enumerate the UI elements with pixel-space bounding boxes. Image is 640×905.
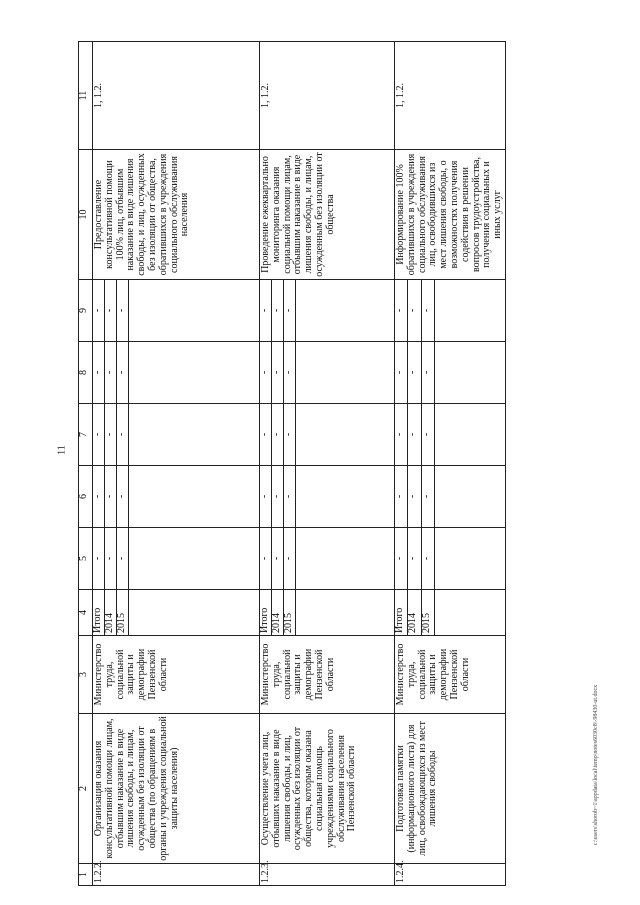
value-cell: -: [117, 342, 129, 404]
value-cell: -: [117, 528, 129, 590]
spacer-cell: [435, 404, 506, 466]
value-cell: -: [105, 280, 117, 342]
spacer-cell: [129, 280, 260, 342]
year-cell: 2015: [284, 590, 296, 636]
row-number: 1.2.3.: [260, 864, 395, 886]
value-cell: -: [93, 466, 105, 528]
year-cell: 2014: [105, 590, 117, 636]
spacer-cell: [129, 590, 260, 636]
spacer-cell: [129, 466, 260, 528]
value-cell: -: [105, 528, 117, 590]
value-cell: -: [272, 280, 284, 342]
value-cell: -: [117, 280, 129, 342]
year-cell: Итого: [260, 590, 272, 636]
value-cell: -: [284, 404, 296, 466]
value-cell: -: [421, 280, 434, 342]
year-cell: 2015: [117, 590, 129, 636]
table-row: [395, 42, 408, 886]
value-cell: -: [408, 466, 421, 528]
header-cell: 5: [79, 528, 93, 590]
value-cell: -: [272, 466, 284, 528]
header-cell: 1: [79, 864, 93, 886]
header-cell: 10: [79, 150, 93, 280]
value-cell: -: [408, 280, 421, 342]
link-cell: 1, 1.2.: [93, 42, 260, 150]
value-cell: -: [117, 466, 129, 528]
header-cell: 8: [79, 342, 93, 404]
value-cell: -: [395, 466, 408, 528]
header-cell: 4: [79, 590, 93, 636]
header-cell: 2: [79, 714, 93, 864]
value-cell: -: [421, 342, 434, 404]
value-cell: -: [260, 466, 272, 528]
value-cell: -: [408, 342, 421, 404]
value-cell: -: [260, 280, 272, 342]
header-cell: 6: [79, 466, 93, 528]
value-cell: -: [284, 342, 296, 404]
executor-cell: Министерство труда, социальной защиты и демографии Пензенской области: [395, 636, 506, 714]
measures-table: [78, 41, 506, 886]
value-cell: -: [105, 404, 117, 466]
spacer-cell: [435, 342, 506, 404]
value-cell: -: [284, 280, 296, 342]
spacer-cell: [129, 404, 260, 466]
spacer-cell: [296, 528, 395, 590]
value-cell: -: [260, 528, 272, 590]
result-cell: Информирование 100% обратившихся в учреждения социального обслуживания лиц, освободившихся из мест лишения свободы, о возможностях получения содействия в решении вопросов трудоустройства, получения социальных и иных услуг: [395, 150, 506, 280]
spacer-cell: [296, 404, 395, 466]
page-number: 11: [56, 445, 68, 455]
value-cell: -: [93, 528, 105, 590]
activity-cell: Осуществление учета лиц, отбывших наказание в виде лишения свободы, и лиц, осужденных без изоляции от общества, которым оказана социальная помощь учреждениями социального обслуживания населения Пензенской области: [260, 714, 395, 864]
value-cell: -: [395, 528, 408, 590]
value-cell: -: [421, 404, 434, 466]
value-cell: -: [260, 342, 272, 404]
value-cell: -: [421, 528, 434, 590]
value-cell: -: [395, 280, 408, 342]
spacer-cell: [435, 590, 506, 636]
header-cell: 9: [79, 280, 93, 342]
header-cell: 3: [79, 636, 93, 714]
spacer-cell: [435, 280, 506, 342]
value-cell: -: [93, 280, 105, 342]
footer-file-path: c:\users\shorob~1\appdata\local\temp\notes6030c8\-98430-ut.docx: [593, 684, 599, 846]
value-cell: -: [105, 342, 117, 404]
spacer-cell: [296, 280, 395, 342]
activity-cell: Организация оказания консультативной помощи лицам, отбывшим наказание в виде лишения свободы, и лицам, осужденным без изоляции от общества (по обращениям в органы и учреждения социальной защиты населения): [93, 714, 260, 864]
value-cell: -: [284, 528, 296, 590]
value-cell: -: [272, 404, 284, 466]
executor-cell: Министерство труда, социальной защиты и демографии Пензенской области: [260, 636, 395, 714]
value-cell: -: [260, 404, 272, 466]
value-cell: -: [93, 342, 105, 404]
link-cell: 1, 1.2.: [395, 42, 506, 150]
year-cell: 2014: [408, 590, 421, 636]
value-cell: -: [395, 404, 408, 466]
link-cell: 1, 1.2.: [260, 42, 395, 150]
measures-table-container: [78, 42, 504, 886]
spacer-cell: [296, 342, 395, 404]
value-cell: -: [93, 404, 105, 466]
result-cell: Проведение ежеквартально мониторинга оказания социальной помощи лицам, отбывшим наказание в виде лишения свободы, и лицам, осужденным без изоляции от общества: [260, 150, 395, 280]
header-row: [79, 42, 93, 886]
value-cell: -: [105, 466, 117, 528]
table-row: [260, 42, 272, 886]
spacer-cell: [129, 528, 260, 590]
value-cell: -: [272, 528, 284, 590]
header-cell: 7: [79, 404, 93, 466]
spacer-cell: [129, 342, 260, 404]
year-cell: Итого: [395, 590, 408, 636]
value-cell: -: [395, 342, 408, 404]
value-cell: -: [421, 466, 434, 528]
value-cell: -: [117, 404, 129, 466]
result-cell: Предоставление консультативной помощи 100% лиц, отбывшим наказание в виде лишения свободы, и лиц, осужденных без изоляции от общества, обратившихся в учреждения социального обслуживания населения: [93, 150, 260, 280]
executor-cell: Министерство труда, социальной защиты и демографии Пензенской области: [93, 636, 260, 714]
spacer-cell: [435, 528, 506, 590]
value-cell: -: [408, 404, 421, 466]
year-cell: 2015: [421, 590, 434, 636]
header-cell: 11: [79, 42, 93, 150]
table-row: [93, 42, 105, 886]
row-number: 1.2.4.: [395, 864, 506, 886]
year-cell: Итого: [93, 590, 105, 636]
value-cell: -: [284, 466, 296, 528]
year-cell: 2014: [272, 590, 284, 636]
spacer-cell: [435, 466, 506, 528]
spacer-cell: [296, 466, 395, 528]
activity-cell: Подготовка памятки (информационного листа) для лиц, освобождающихся из мест лишения свободы: [395, 714, 506, 864]
value-cell: -: [408, 528, 421, 590]
row-number: 1.2.2.: [93, 864, 260, 886]
spacer-cell: [296, 590, 395, 636]
value-cell: -: [272, 342, 284, 404]
